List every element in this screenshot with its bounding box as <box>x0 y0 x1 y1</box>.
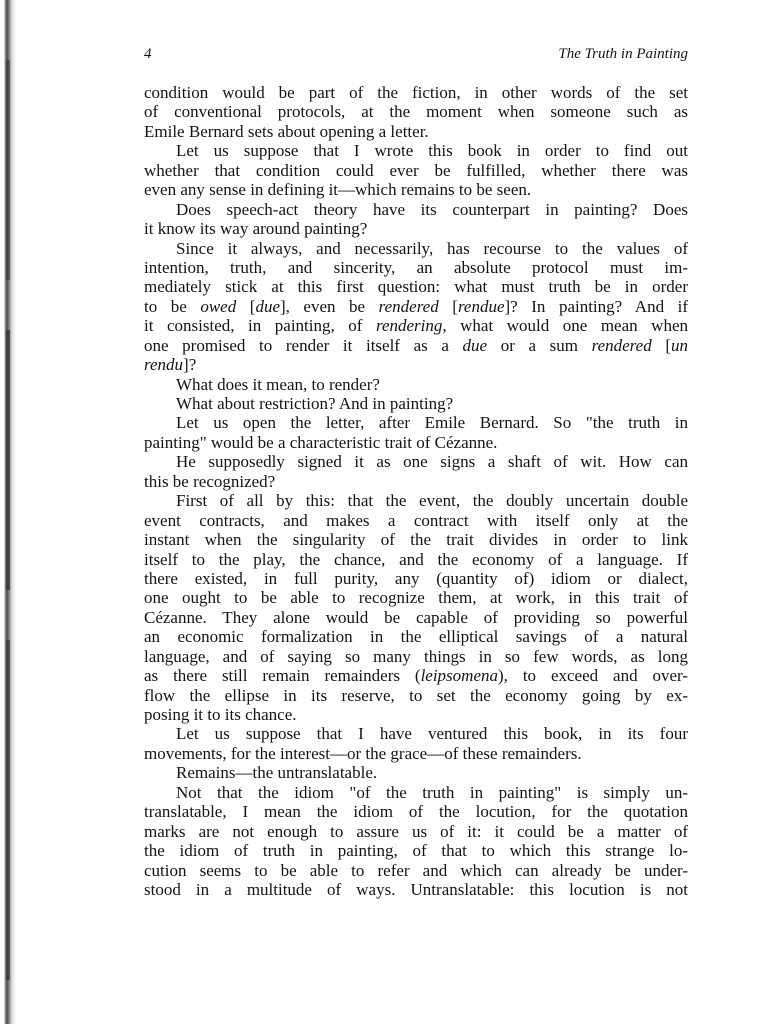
body-text <box>144 83 688 899</box>
text-line: to be owed [due], even be rendered [rendue]? In painting? And if <box>144 296 688 316</box>
text-line: Does speech-act theory have its counterpart in painting? Does <box>176 199 688 219</box>
text-line: it consisted, in painting, of rendering, what would one mean when <box>144 316 688 336</box>
text-line: itself to the play, the chance, and the economy of a language. If <box>144 549 688 569</box>
text-line: one promised to render it itself as a due or a sum rendered [un <box>144 335 688 355</box>
text-line: even any sense in defining it—which remains to be seen. <box>144 180 532 200</box>
spine-mark <box>6 60 10 280</box>
text-line: Let us open the letter, after Emile Bernard. So "the truth in <box>176 413 688 433</box>
text-line: stood in a multitude of ways. Untranslatable: this locution is not <box>144 879 688 899</box>
text-line: one ought to be able to recognize them, at work, in this trait of <box>144 588 688 608</box>
text-line: an economic formalization in the elliptical savings of a natural <box>144 627 688 647</box>
text-line: this be recognized? <box>144 471 276 491</box>
text-line: posing it to its chance. <box>144 705 297 724</box>
text-line: What about restriction? And in painting? <box>176 394 454 413</box>
text-line: Not that the idiom "of the truth in painting" is simply un- <box>176 782 688 802</box>
book-spine-shadow <box>0 0 18 1024</box>
text-line: rendu]? <box>144 355 197 375</box>
text-line: there existed, in full purity, any (quantity of) idiom or dialect, <box>144 568 688 588</box>
text-line: Remains—the untranslatable. <box>176 763 378 783</box>
text-line: Let us suppose that I have ventured this book, in its four <box>176 724 688 744</box>
text-line: mediately stick at this first question: what must truth be in order <box>144 277 688 297</box>
text-line: whether that condition could ever be fulfilled, whether there was <box>144 160 688 180</box>
text-line: He supposedly signed it as one signs a shaft of wit. How can <box>176 452 688 472</box>
text-line: condition would be part of the fiction, in other words of the set <box>144 83 688 102</box>
spine-mark <box>6 640 10 980</box>
text-line: painting" would be a characteristic trait of Cézanne. <box>144 432 498 452</box>
text-line: it know its way around painting? <box>144 219 368 239</box>
running-head-title: The Truth in Painting <box>558 46 688 62</box>
text-line: the idiom of truth in painting, of that to which this strange lo- <box>144 841 688 861</box>
page-number: 4 <box>144 46 152 62</box>
text-line: cution seems to be able to refer and which can already be under- <box>144 860 688 880</box>
text-line: as there still remain remainders (leipsomena), to exceed and over- <box>144 666 689 686</box>
text-line: First of all by this: that the event, the doubly uncertain double <box>176 491 688 511</box>
page-header <box>144 46 688 68</box>
text-line: language, and of saying so many things in so few words, as long <box>144 646 688 666</box>
text-line: What does it mean, to render? <box>176 374 380 394</box>
text-line: Emile Bernard sets about opening a letter. <box>144 121 429 141</box>
text-line: flow the ellipse in its reserve, to set the economy going by ex- <box>144 685 688 705</box>
text-line: instant when the singularity of the trait divides in order to link <box>144 530 688 550</box>
text-line: Cézanne. They alone would be capable of providing so powerful <box>144 607 688 627</box>
spine-mark <box>6 330 10 590</box>
text-line: intention, truth, and sincerity, an absolute protocol must im- <box>144 257 688 277</box>
text-line: Let us suppose that I wrote this book in order to find out <box>176 141 688 161</box>
text-line: marks are not enough to assure us of it: it could be a matter of <box>144 821 688 841</box>
text-line: movements, for the interest—or the grace—of these remainders. <box>144 743 582 763</box>
text-line: of conventional protocols, at the moment when someone such as <box>144 102 688 122</box>
text-line: event contracts, and makes a contract with itself only at the <box>144 510 688 530</box>
text-line: Since it always, and necessarily, has recourse to the values of <box>176 238 688 258</box>
text-line: translatable, I mean the idiom of the locution, for the quotation <box>144 802 688 822</box>
